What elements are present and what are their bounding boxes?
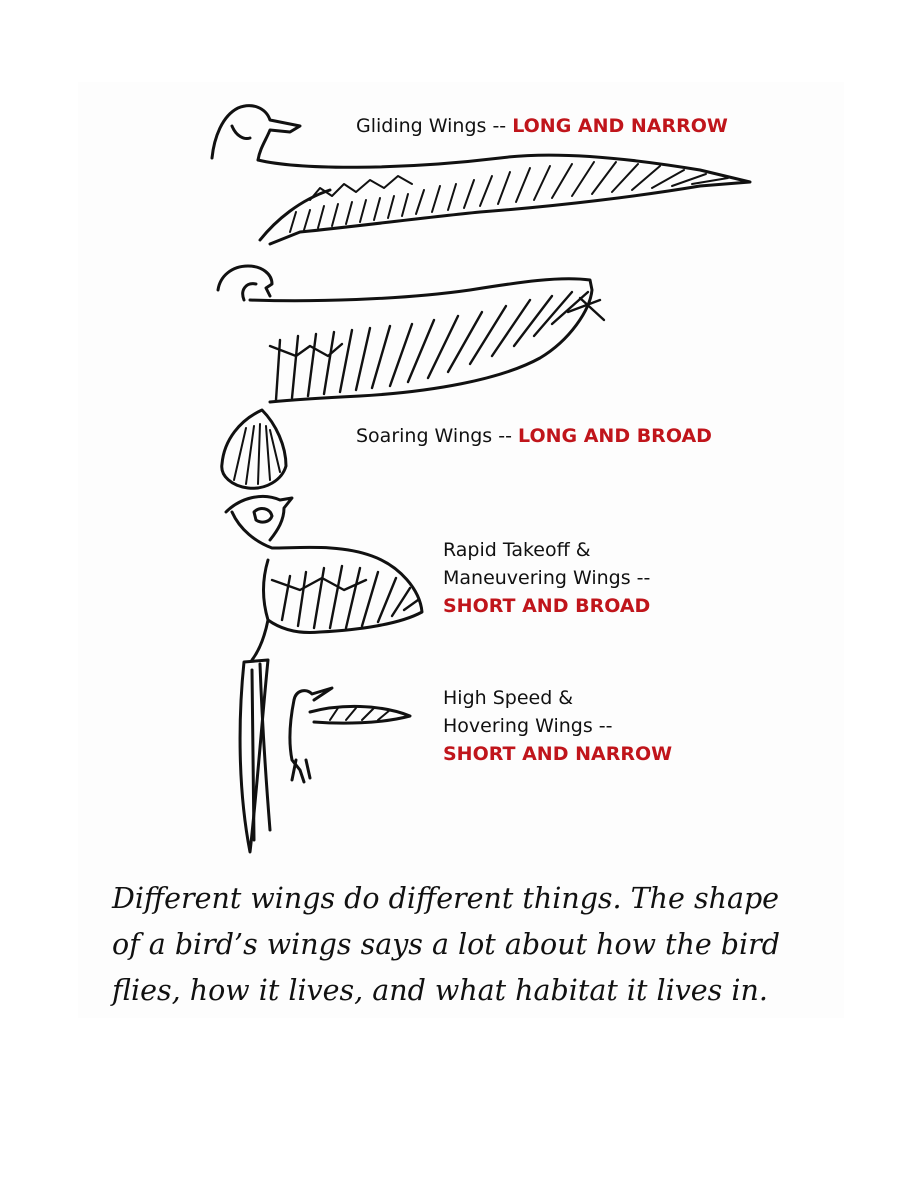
- rapid-takeoff-name-line2: Maneuvering Wings --: [443, 567, 651, 589]
- soaring-wings-label: [356, 422, 712, 450]
- pheasant-tail-illustration: [240, 660, 270, 852]
- high-speed-name-line1: High Speed &: [443, 687, 574, 709]
- high-speed-shape: SHORT AND NARROW: [443, 743, 673, 765]
- gliding-wings-shape: LONG AND NARROW: [512, 115, 728, 137]
- gliding-wings-label: [356, 112, 728, 140]
- soaring-wings-shape: LONG AND BROAD: [518, 425, 712, 447]
- gliding-wings-name: Gliding Wings --: [356, 115, 507, 137]
- high-speed-name-line2: Hovering Wings --: [443, 715, 613, 737]
- rapid-takeoff-shape: SHORT AND BROAD: [443, 595, 651, 617]
- caption-line-3: flies, how it lives, and what habitat it lives in.: [112, 974, 768, 1007]
- high-speed-wings-label: [443, 684, 672, 768]
- figure-caption: [112, 876, 832, 1014]
- soaring-wings-name: Soaring Wings --: [356, 425, 512, 447]
- hovering-bird-illustration: [290, 688, 410, 782]
- rapid-takeoff-wings-label: [443, 536, 650, 620]
- rapid-takeoff-name-line1: Rapid Takeoff &: [443, 539, 591, 561]
- rapid-takeoff-bird-illustration: [226, 496, 422, 660]
- caption-line-1: Different wings do different things. The shape: [112, 882, 780, 915]
- caption-line-2: of a bird’s wings says a lot about how the bird: [112, 928, 781, 961]
- soaring-bird-illustration: [218, 266, 604, 488]
